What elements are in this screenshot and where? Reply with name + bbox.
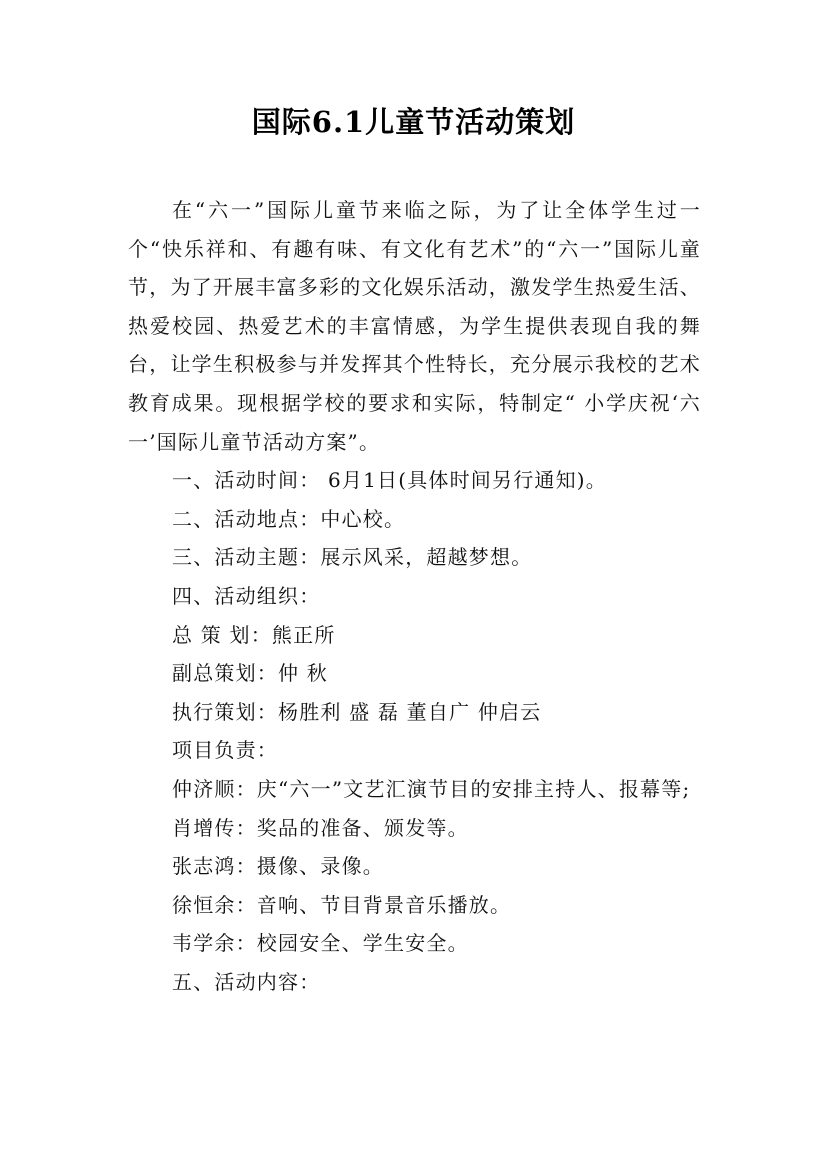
activity-location: 二、活动地点：中心校。 bbox=[172, 506, 406, 531]
activity-theme: 三、活动主题：展示风采，超越梦想。 bbox=[172, 545, 533, 570]
project-lead-audio: 徐恒余：音响、节目背景音乐播放。 bbox=[172, 892, 512, 917]
document-title: 国际6.1儿童节活动策划 bbox=[251, 105, 576, 139]
project-leads-heading: 项目负责： bbox=[172, 738, 278, 763]
intro-paragraph: 在“六一”国际儿童节来临之际，为了让全体学生过一个“快乐祥和、有趣有味、有文化有艺术”的“六一”国际儿童节，为了开展丰富多彩的文化娱乐活动，激发学生热爱生活、热爱校园、热爱艺术的丰富情感，为学生提供表现自我的舞台，让学生积极参与并发挥其个性特长，充分展示我校的艺术教育成果。现根据学校的要求和实际，特制定“ 小学庆祝‘六一’国际儿童节活动方案”。 bbox=[128, 198, 701, 454]
activity-organization-heading: 四、活动组织： bbox=[172, 583, 321, 608]
activity-content-heading: 五、活动内容： bbox=[172, 969, 321, 994]
deputy-chief-planner: 副总策划：仲 秋 bbox=[172, 661, 328, 686]
project-lead-prizes: 肖增传：奖品的准备、颁发等。 bbox=[172, 815, 469, 840]
document-body bbox=[128, 191, 701, 1001]
chief-planner: 总 策 划：熊正所 bbox=[172, 622, 336, 647]
project-lead-program: 仲济顺：庆“六一”文艺汇演节目的安排主持人、报幕等; bbox=[172, 776, 691, 801]
executive-planners: 执行策划：杨胜利 盛 磊 董自广 仲启云 bbox=[172, 699, 542, 724]
project-lead-safety: 韦学余：校园安全、学生安全。 bbox=[172, 931, 469, 956]
project-lead-video: 张志鸿：摄像、录像。 bbox=[172, 854, 384, 879]
activity-time: 一、活动时间： 6月1日(具体时间另行通知)。 bbox=[172, 468, 608, 493]
